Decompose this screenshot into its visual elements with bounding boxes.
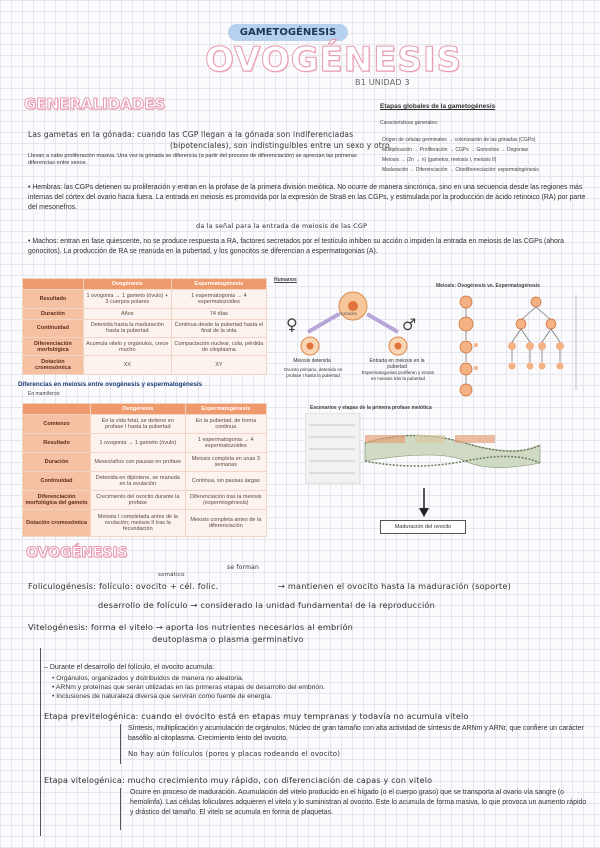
- table-row: [23, 290, 267, 308]
- table-header: [23, 404, 91, 415]
- table-cell: 1 espermatogonia → 4 espermatozoides: [185, 434, 266, 453]
- female-text: Ovocito primario, detenido en profase I hasta la pubertad: [283, 367, 343, 378]
- table-cell: En la pubertad, de forma continua: [185, 415, 266, 434]
- figure2-label: Meiosis: Ovogénesis vs. Espermatogénesis: [436, 283, 540, 289]
- vitel-bracket: [120, 788, 121, 830]
- table-cell: 1 espermatogonia → 4 espermatozoides: [171, 290, 266, 308]
- foliculogenesis-line: Foliculogénesis: folículo: ovocito + cél. folic.: [28, 581, 219, 591]
- down-arrow-icon: [418, 488, 430, 518]
- espermatogenesis-column: [508, 297, 564, 370]
- gonocyte-nucleus: [348, 301, 358, 311]
- row-header: Duración: [23, 453, 91, 472]
- hembras-note: da la señal para la entrada de meiosis de las CGP: [196, 222, 368, 230]
- row-header: Resultado: [23, 434, 91, 453]
- table-cell: Años: [83, 308, 171, 319]
- table-cell: Meiosis completa antes de la diferenciación: [185, 510, 266, 537]
- gonad-line-b: (bipotenciales), son indistinguibles entre un sexo y otro: [170, 141, 390, 150]
- list-item: • ARNm y proteínas que serán utilizadas en las primeras etapas de desarrollo del embrión.: [52, 684, 325, 691]
- foliculogenesis-support: → mantienen el ovocito hasta la maduración (soporte): [278, 581, 511, 591]
- table-row: [23, 415, 267, 434]
- table-header: Ovogénesis: [83, 279, 171, 290]
- table-cell: Compactación nuclear, cola, pérdida de citoplasma: [171, 338, 266, 356]
- etapas-item: Multiplicación → Proliferación → CGPs → Gonocitos → Oogonias: [382, 147, 529, 153]
- gametogenesis-pill: GAMETOGÉNESIS: [228, 24, 348, 41]
- table-cell: Acumula vitelo y orgánulos, crece mucho: [83, 338, 171, 356]
- table-header: [23, 279, 84, 290]
- folic-note-top2: se forman: [227, 564, 259, 571]
- table-row: [23, 491, 267, 510]
- machos-paragraph: • Machos: entran en fase quiescente, no se produce respuesta a RA, factores secretados por el testículo inhiben su acción o impiden la entrada en meiosis de las CGPs (ahora gonocitos). La producción de RA se reanuda en la pubertad, y los gonocitos se diferencian a espermatogonias (A).: [28, 238, 564, 255]
- row-header: Resultado: [23, 290, 84, 308]
- etapas-title: Etapas globales de la gametogénesis: [380, 103, 496, 110]
- table2-sub: En mamíferos:: [28, 391, 61, 397]
- row-header: Comienzo: [23, 415, 91, 434]
- male-text: Espermatogonias proliferan y entran en meiosis tras la pubertad: [361, 370, 435, 381]
- foliculogenesis-unit: desarrollo de folículo → considerado la unidad fundamental de la reproducción: [98, 600, 436, 610]
- previt-bracket: [120, 724, 121, 764]
- table-row: [23, 319, 267, 337]
- previtelogenic-note: No hay aún folículos (poros y placas rodeando el ovocito): [128, 750, 341, 758]
- previtelogenic-detail: Síntesis, multiplicación y acumulación de orgánulos. Núcleo de gran tamaño con alta actividad de síntesis de ARNm y ARNr, que confiere un carácter basófilo al citoplasma. Crecimiento lento del ovocito.: [128, 725, 584, 742]
- ovogenesis-heading: OVOGÉNESIS: [26, 545, 128, 561]
- table-header: Espermatogénesis: [171, 279, 266, 290]
- table-row: [23, 338, 267, 356]
- table-row: [23, 356, 267, 375]
- comparison-table-2: [22, 403, 267, 537]
- table-cell: Meiosis completa en unas 3 semanas: [185, 453, 266, 472]
- table-cell: Crecimiento del ovocito durante la profase: [91, 491, 186, 510]
- ovogenesis-column: [459, 296, 478, 396]
- etapas-list: [382, 137, 596, 173]
- meiosis-tree-figure: [436, 290, 596, 400]
- table-cell: 74 días: [171, 308, 266, 319]
- table-header: Ovogénesis: [91, 404, 186, 415]
- etapas-item: Meiosis → (2n → n) (gametos, meiosis I, meiosis II): [382, 157, 497, 163]
- table-cell: Meiosis I completada antes de la ovulación; meiosis II tras la fecundación: [91, 510, 186, 537]
- hembras-paragraph: • Hembras: las CGPs detienen su proliferación y entran en la profase de la primera división meiótica. No ocurre de manera sincrónica, sino en una secuencia desde las regiones más internas del córtex del ovario hacia fuera. La entrada en meiosis es promovida por la expresión de Stra8 en las CGPs, y estimulada por la producción de ácido retinoico (RA) por parte del mesonefros.: [28, 184, 586, 211]
- table-cell: XX: [83, 356, 171, 375]
- comparison-table-1: [22, 278, 267, 375]
- table-cell: En la vida fetal, se detiene en profase I hasta la pubertad: [91, 415, 186, 434]
- arrow-male: [367, 314, 398, 332]
- vitelogenesis-line: Vitelogénesis: forma el vitelo → aporta los nutrientes necesarios al embrión: [28, 622, 354, 632]
- folic-note-top: somático: [158, 572, 185, 578]
- during-list: [52, 675, 592, 700]
- row-header: Diferenciación morfológica: [23, 338, 84, 356]
- table-cell: Diferenciación tras la meiosis (espermiogénesis): [185, 491, 266, 510]
- table-cell: Detenida en diplotene, se reanuda en la ovulación: [91, 472, 186, 491]
- vitelogenesis-deuto: deutoplasma o plasma germinativo: [152, 634, 304, 644]
- male-caption: Entrada en meiosis en la pubertad: [369, 358, 425, 370]
- unit-label: B1 UNIDAD 3: [355, 78, 410, 87]
- list-item: • Orgánulos, organizados y distribuidos de manera no aleatoria.: [52, 675, 244, 682]
- etapas-item: Origen de células germinales → colonización de las gónadas (CGPs): [382, 137, 536, 143]
- previtelogenic-line: Etapa previtelogénica: cuando el ovocito está en etapas muy tempranas y todavía no acumula vitelo: [44, 712, 469, 721]
- prophase-stages-figure: [305, 413, 545, 485]
- row-header: Dotación cromosómica: [23, 356, 84, 375]
- table-cell: 1 ovogonia → 1 gameto (óvulo): [91, 434, 186, 453]
- figure1-label: Humanos: [274, 277, 297, 283]
- etapas-item: Maduración → Diferenciación → Citodiferenciación: espermatogénesis: [382, 167, 539, 173]
- table-row: [23, 472, 267, 491]
- list-item: • Inclusiones de naturaleza diversa que servirán como fuente de energía.: [52, 693, 273, 700]
- etapas-subtitle: Características generales:: [380, 120, 439, 126]
- female-caption: Meiosis detenida: [293, 358, 331, 364]
- during-title: – Durante el desarrollo del folículo, el ovocito acumula:: [44, 664, 215, 671]
- row-header: Dotación cromosómica: [23, 510, 91, 537]
- outline-rail: [40, 648, 41, 836]
- table-row: [23, 453, 267, 472]
- table-row: [23, 434, 267, 453]
- table-row: [23, 308, 267, 319]
- table-cell: Continua desde la pubertad hasta el final de la vida: [171, 319, 266, 337]
- table-cell: Meses/años con pausas en profase: [91, 453, 186, 472]
- row-header: Continuidad: [23, 319, 84, 337]
- figure3-label: Escenarios y etapas de la primera profase meiótica: [310, 405, 432, 411]
- vitelogenic-line: Etapa vitelogénica: mucho crecimiento muy rápido, con diferenciación de capas y con vitelo: [44, 776, 433, 785]
- male-symbol-icon: ♂: [402, 315, 417, 334]
- figure3-bottom-box: Maduración del ovocito: [380, 520, 466, 534]
- vitelogenic-detail: Ocurre en proceso de maduración. Acumulación del vitelo producido en el hígado (o el cuerpo graso) que se transporta al ovario vía sangre (o hemolinfa). Las células foliculares adquieren el vitelo y lo suministran al ovocito. Este lo acumula de forma masiva, lo que provoca un aumento rápido y drástico del tamaño. El vitelo se acumula en forma de plaquetas.: [130, 789, 587, 816]
- proliferation-text: Llevan a cabo proliferación masiva. Una vez la gónada se diferencia (a partir del proceso de diferenciación) se aprecian las primeras diferencias entre sexos.: [28, 153, 357, 166]
- table-cell: Continua, sin pausas largas: [185, 472, 266, 491]
- row-header: Duración: [23, 308, 84, 319]
- female-symbol-icon: ♀: [286, 315, 298, 334]
- gonad-line: Las gametas en la gónada: cuando las CGP llegan a la gónada son indiferenciadas: [28, 130, 354, 139]
- table2-caption: Diferencias en meiosis entre ovogénesis y espermatogénesis: [18, 381, 203, 388]
- arrow-female: [308, 314, 339, 332]
- table-header: Espermatogénesis: [185, 404, 266, 415]
- row-header: Continuidad: [23, 472, 91, 491]
- figure1-center-caption: Gonocito: [339, 311, 358, 316]
- page-title: OVOGÉNESIS: [205, 40, 463, 80]
- table-cell: 1 ovogonia → 1 gameto (óvulo) + 3 cuerpos polares: [83, 290, 171, 308]
- row-header: Diferenciación morfológica del gameto: [23, 491, 91, 510]
- table-cell: XY: [171, 356, 266, 375]
- table-cell: Detenida hasta la maduración hasta la pubertad: [83, 319, 171, 337]
- table-row: [23, 510, 267, 537]
- generalidades-heading: GENERALIDADES: [24, 95, 166, 113]
